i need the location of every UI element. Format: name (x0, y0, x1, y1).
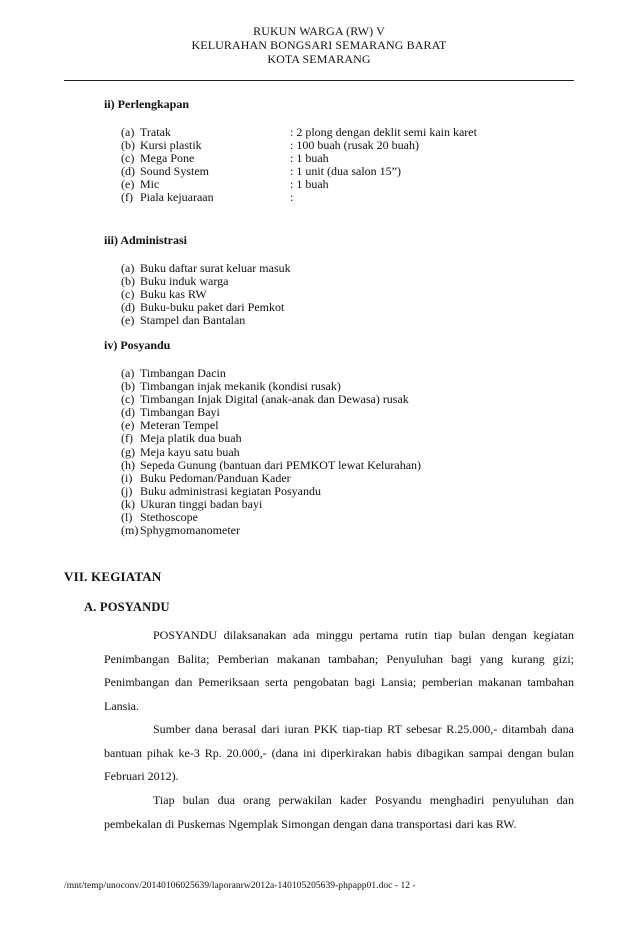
administrasi-list (121, 262, 291, 327)
header-line-1: RUKUN WARGA (RW) V (253, 24, 385, 38)
paragraph-1-text: POSYANDU dilaksanakan ada minggu pertama rutin tiap bulan dengan kegiatan Penimbangan Balita; Pemberian makanan tambahan; Penyuluhan bagi yang kurang gizi; Penimbangan dan Pemeriksaan serta pengobatan bagi Lansia; pemberian makanan tambahan Lansia. (104, 628, 574, 713)
list-item-name: Mega Pone (140, 151, 195, 166)
list-item-name: Stethoscope (140, 510, 198, 525)
list-item-name: Buku administrasi kegiatan Posyandu (140, 483, 321, 498)
list-item-name: Sepeda Gunung (bantuan dari PEMKOT lewat Kelurahan) (140, 457, 422, 472)
subsection-posyandu-title: A. POSYANDU (84, 600, 170, 614)
list-item-label: (a) (121, 261, 135, 275)
posyandu-list (121, 367, 421, 537)
list-item-label: (g) (121, 444, 135, 459)
list-item-name: Meja kayu satu buah (140, 444, 240, 459)
list-item-name: Timbangan Bayi (140, 405, 220, 420)
list-item-value: : 1 unit (dua salon 15”) (290, 164, 401, 179)
list-item-label: (a) (121, 366, 135, 380)
page-header (0, 24, 638, 66)
paragraph-3 (104, 789, 574, 836)
list-item-label: (k) (121, 496, 135, 511)
header-line-3: KOTA SEMARANG (267, 52, 371, 66)
list-item-value: : (290, 190, 294, 205)
section-administrasi-title: iii) Administrasi (104, 233, 188, 247)
paragraph-3-text: Tiap bulan dua orang perwakilan kader Posyandu menghadiri penyuluhan dan pembekalan di Puskemas Ngemplak Simongan dengan dana transportasi dari kas RW. (104, 793, 574, 831)
list-item-name: Buku-buku paket dari Pemkot (140, 300, 285, 315)
list-item (121, 190, 294, 205)
header-line-2: KELURAHAN BONGSARI SEMARANG BARAT (191, 38, 447, 52)
section-kegiatan-title: VII. KEGIATAN (64, 569, 162, 584)
list-item-label: (l) (121, 510, 133, 525)
list-item-label: (e) (121, 313, 135, 328)
list-item-label: (a) (121, 125, 135, 139)
list-item-name: Piala kejuaraan (140, 190, 214, 205)
list-item-label: (d) (121, 405, 135, 420)
list-item-name: Buku daftar surat keluar masuk (140, 261, 291, 275)
section-perlengkapan-title: ii) Perlengkapan (104, 97, 190, 111)
footer-file-path: /mnt/temp/unoconv/20140106025639/laporanrw2012a-140105205639-phpapp01.doc - 12 - (64, 881, 416, 891)
list-item-label: (e) (121, 177, 135, 192)
list-item-label: (d) (121, 164, 135, 179)
list-item-name: Sphygmomanometer (140, 523, 240, 538)
paragraph-2-text: Sumber dana berasal dari iuran PKK tiap-tiap RT sebesar R.25.000,- ditambah dana bantuan pihak ke-3 Rp. 20.000,- (dana ini diperkirakan habis dibagikan sampai dengan bulan Februari 2012). (104, 722, 574, 783)
list-item-name: Buku induk warga (140, 274, 229, 289)
list-item-label: (h) (121, 457, 135, 472)
list-item-label: (d) (121, 300, 135, 315)
list-item-name: Stampel dan Bantalan (140, 313, 246, 328)
list-item-name: Tratak (140, 125, 171, 139)
list-item-value: : 2 plong dengan deklit semi kain karet (290, 125, 477, 139)
list-item-label: (b) (121, 379, 135, 394)
list-item-name: Ukuran tinggi badan bayi (140, 496, 263, 511)
list-item (121, 164, 401, 179)
list-item-name: Kursi plastik (140, 138, 202, 153)
list-item-label: (j) (121, 483, 133, 498)
list-item-name: Meja platik dua buah (140, 431, 242, 446)
list-item-label: (b) (121, 138, 135, 153)
paragraph-2 (104, 718, 574, 789)
list-item-name: Timbangan Injak Digital (anak-anak dan Dewasa) rusak (140, 392, 409, 407)
list-item-value: : 100 buah (rusak 20 buah) (290, 138, 419, 153)
list-item-label: (c) (121, 287, 135, 302)
list-item (121, 524, 421, 537)
list-item-name: Buku Pedoman/Panduan Kader (140, 470, 291, 485)
perlengkapan-list (121, 125, 477, 205)
list-item-label: (e) (121, 418, 135, 433)
header-divider (64, 80, 574, 81)
list-item-name: Timbangan Dacin (140, 366, 226, 380)
list-item-name: Timbangan injak mekanik (kondisi rusak) (140, 379, 341, 394)
list-item-name: Mic (140, 177, 160, 192)
list-item-label: (b) (121, 274, 135, 289)
section-posyandu-title: iv) Posyandu (104, 338, 171, 352)
list-item-label: (m) (121, 523, 139, 538)
list-item (121, 314, 291, 327)
list-item-name: Meteran Tempel (140, 418, 219, 433)
list-item-name: Buku kas RW (140, 287, 207, 302)
list-item-name: Sound System (140, 164, 210, 179)
list-item-label: (c) (121, 392, 135, 407)
list-item-label: (i) (121, 470, 133, 485)
paragraph-1 (104, 624, 574, 718)
list-item-value: : 1 buah (290, 177, 329, 192)
list-item-label: (f) (121, 190, 133, 205)
list-item-label: (f) (121, 431, 133, 446)
list-item-value: : 1 buah (290, 151, 329, 166)
list-item-label: (c) (121, 151, 135, 166)
